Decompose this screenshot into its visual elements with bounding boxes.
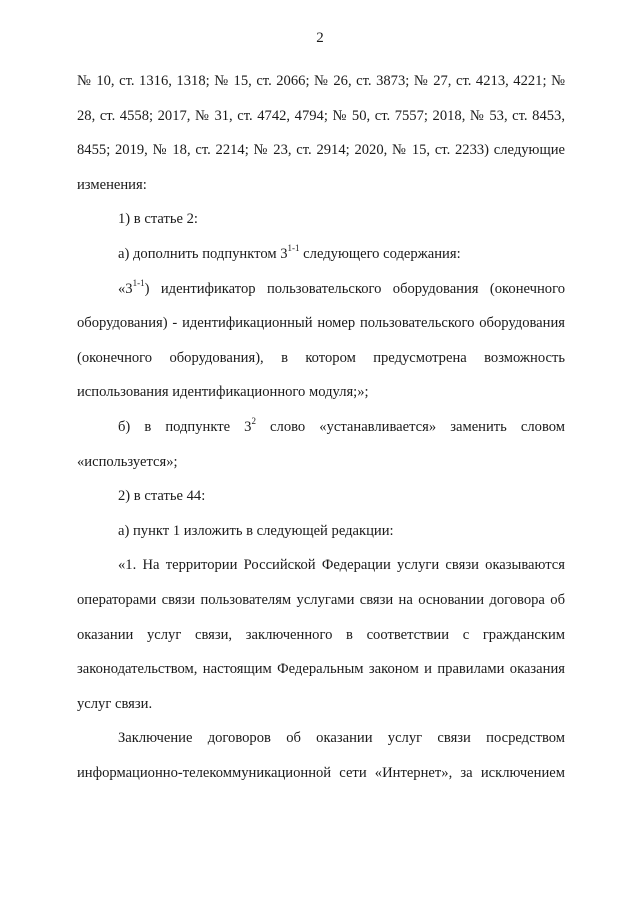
subitem-a-superscript: 1-1 bbox=[287, 243, 300, 254]
list-item-subitem-a bbox=[77, 237, 565, 272]
subitem-a-text-before: а) дополнить подпунктом 3 bbox=[118, 245, 288, 262]
quote-point-1: «1. На территории Российской Федерации услуги связи оказываются операторами связи пользователям услугами связи на основании договора об оказании услуг связи, заключенного в соответствии с гражданским законодательством, настоящим Федеральным законом и правилами оказания услуг связи. bbox=[77, 557, 565, 712]
subitem-b-text-before: б) в подпункте 3 bbox=[118, 418, 252, 435]
paragraph-contracts: Заключение договоров об оказании услуг связи посредством информационно-телекоммуникационной сети «Интернет», за исключением bbox=[77, 730, 565, 781]
list-item-subitem-a-44: а) пункт 1 изложить в следующей редакции: bbox=[118, 522, 394, 539]
subitem-a-text-after: следующего содержания: bbox=[299, 245, 461, 262]
page-number: 2 bbox=[316, 30, 324, 46]
subitem-b-superscript: 2 bbox=[251, 416, 256, 427]
quote-open: «3 bbox=[118, 280, 133, 297]
quote-identifier-definition bbox=[77, 272, 565, 410]
document-body bbox=[77, 64, 565, 790]
paragraph-continuation: № 10, ст. 1316, 1318; № 15, ст. 2066; № 26, ст. 3873; № 27, ст. 4213, 4221; № 28, ст. 4558; 2017, № 31, ст. 4742, 4794; № 50, ст. 7557; 2018, № 53, ст. 8453, 8455; 2019, № 18, ст. 2214; № 23, ст. 2914; 2020, № 15, ст. 2233) следующие изменения: bbox=[77, 73, 565, 193]
list-item-article-2: 1) в статье 2: bbox=[118, 211, 198, 228]
list-item-subitem-b bbox=[77, 410, 565, 479]
quote-text: ) идентификатор пользовательского оборудования (оконечного оборудования) - идентификационный номер пользовательского оборудования (оконечного оборудования), в котором предусмотрена возможность использования идентификационного модуля;»; bbox=[77, 280, 565, 401]
quote-superscript: 1-1 bbox=[132, 277, 145, 288]
list-item-article-44: 2) в статье 44: bbox=[118, 488, 206, 505]
subitem-b-text-after: слово «устанавливается» заменить словом «используется»; bbox=[77, 418, 566, 470]
